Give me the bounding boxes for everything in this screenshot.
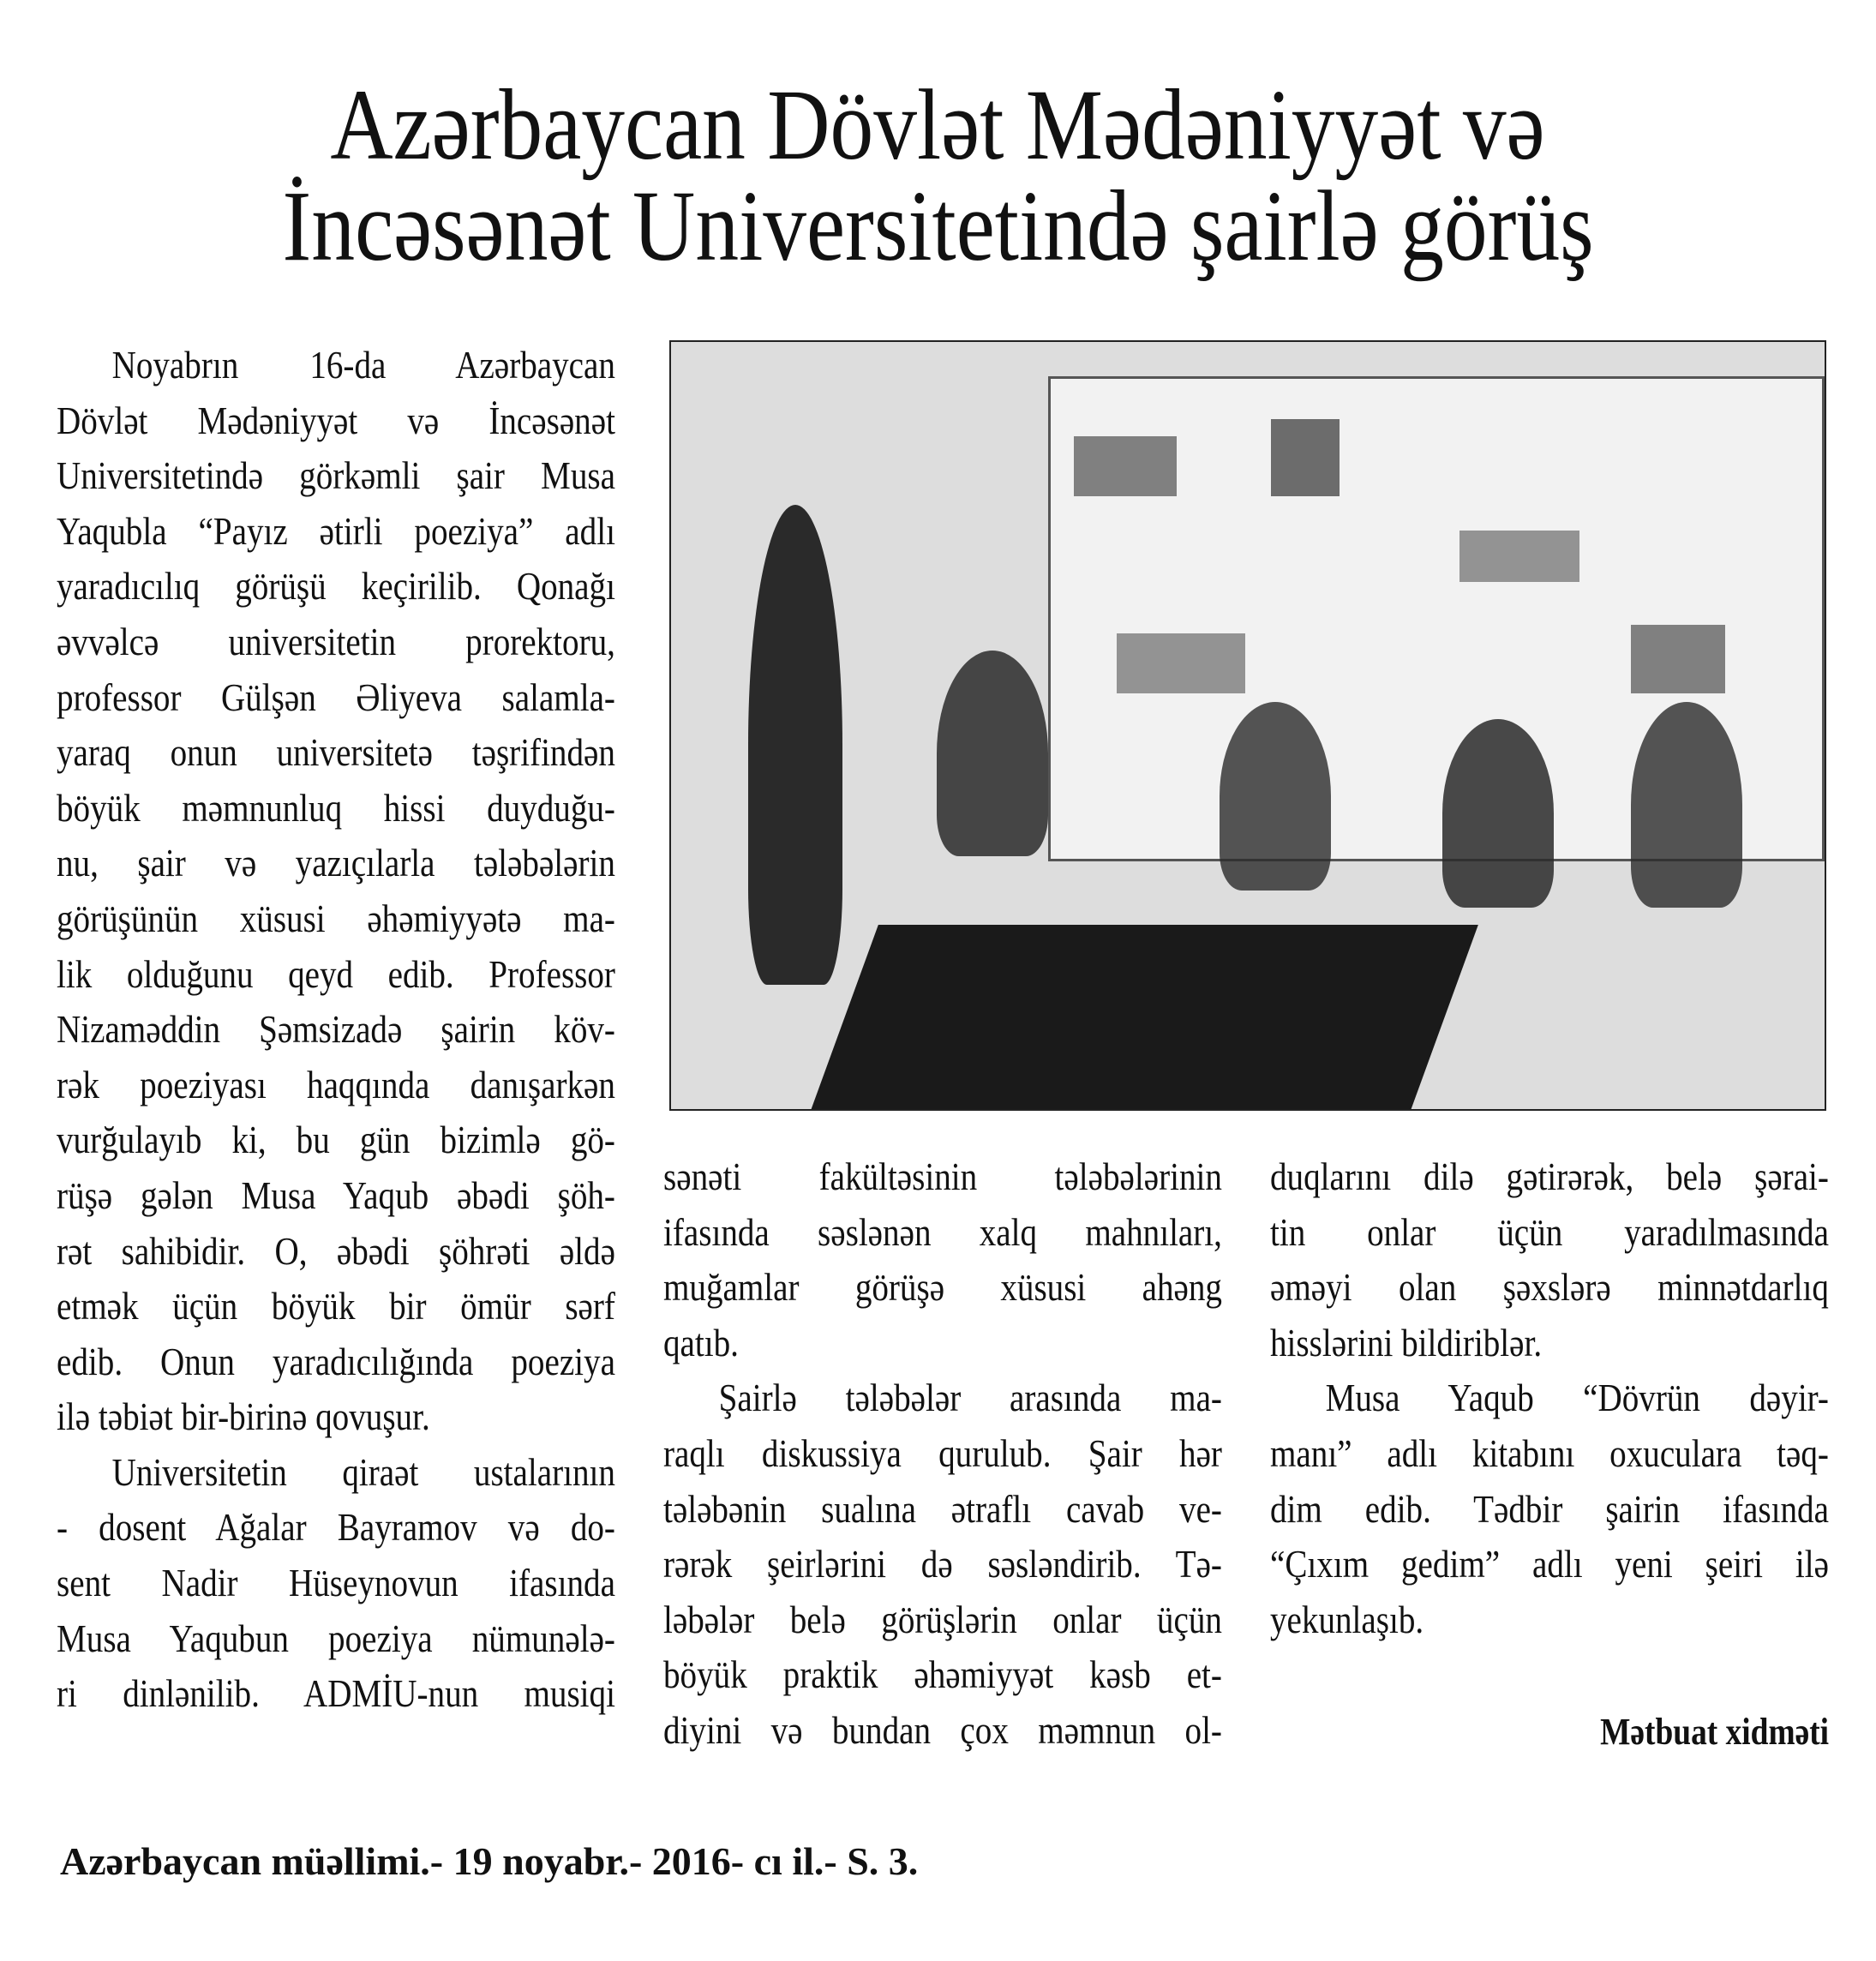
text-line: Yaqubla “Payız ətirli poeziya” adlı [57,508,615,553]
text-line: etmək üçün böyük bir ömür sərf [57,1284,615,1328]
text-line: edib. Onun yaradıcılığında poeziya [57,1339,615,1383]
text-line: yekunlaşıb. [1270,1597,1424,1641]
seated-person [1442,719,1554,908]
text-line: rək poeziyası haqqında danışarkən [57,1062,615,1106]
book [1459,531,1579,582]
text-line: əvvəlcə universitetin prorektoru, [57,619,615,663]
text-line: Musa Yaqubun poeziya nümunələ- [57,1616,615,1660]
headline-line-1: Azərbaycan Dövlət Mədəniyyət və [330,69,1546,181]
text-line: ri dinlənilib. ADMİU-nun musiqi [57,1671,615,1716]
text-line: qatıb. [663,1320,739,1364]
text-line: Universitetində görkəmli şair Musa [57,453,615,498]
text-line: yaradıcılıq görüşü keçirilib. Qonağı [57,564,615,609]
text-line: - dosent Ağalar Bayramov və do- [57,1505,615,1550]
text-line: raqlı diskussiya qurulub. Şair hər [663,1430,1222,1475]
text-line: hisslərini bildiriblər. [1270,1320,1543,1364]
standing-man [748,505,842,985]
text-line: böyük məmnunluq hissi duyduğu- [57,785,615,830]
article-column-1 [57,338,615,1722]
headline-line-2: İncəsənət Universitetində şairlə görüş [282,170,1594,282]
text-line: tələbənin sualına ətraflı cavab ve- [663,1486,1222,1531]
text-line: lik olduğunu qeyd edib. Professor [57,951,615,996]
article-column-2 [663,1149,1222,1759]
text-line: Noyabrın 16-da Azərbaycan [111,343,615,387]
article-column-3 [1270,1149,1829,1647]
text-line: sənəti fakültəsinin tələbələrinin [663,1154,1222,1198]
text-line: ləbələr belə görüşlərin onlar üçün [663,1597,1222,1641]
text-line: vurğulayıb ki, bu gün bizimlə gö- [57,1118,615,1162]
text-line: “Çıxım gedim” adlı yeni şeiri ilə [1270,1542,1829,1586]
text-line: Universitetin qiraət ustalarının [111,1449,615,1494]
text-line: tin onlar üçün yaradılmasında [1270,1209,1829,1254]
book [1271,419,1340,496]
text-line: ifasında səslənən xalq mahnıları, [663,1209,1222,1254]
seated-person [1631,702,1742,908]
book [1631,625,1725,693]
text-line: ilə təbiət bir-birinə qovuşur. [57,1394,430,1439]
text-line: manı” adlı kitabını oxuculara təq- [1270,1430,1829,1475]
book [1074,436,1177,496]
text-line: sent Nadir Hüseynovun ifasında [57,1561,615,1605]
text-line: görüşünün xüsusi əhəmiyyətə ma- [57,896,615,940]
text-line: böyük praktik əhəmiyyət kəsb et- [663,1652,1222,1697]
seated-person [937,651,1048,856]
seated-person [1220,702,1331,891]
text-line: Şairlə tələbələr arasında ma- [718,1376,1222,1420]
text-line: Nizaməddin Şəmsizadə şairin köv- [57,1007,615,1052]
text-line: rət sahibidir. O, əbədi şöhrəti əldə [57,1228,615,1273]
text-line: rüşə gələn Musa Yaqub əbədi şöh- [57,1172,615,1217]
book [1117,633,1245,693]
text-line: diyini və bundan çox məmnun ol- [663,1707,1222,1752]
text-line: rərək şeirlərini də səsləndirib. Tə- [663,1542,1222,1586]
conference-table [806,925,1478,1111]
text-line: əməyi olan şəxslərə minnətdarlıq [1270,1265,1829,1310]
meeting-photo [669,340,1826,1111]
text-line: duqlarını dilə gətirərək, belə şərai- [1270,1154,1829,1198]
text-line: muğamlar görüşə xüsusi ahəng [663,1265,1222,1310]
text-line: nu, şair və yazıçılarla tələbələrin [57,841,615,885]
article-signature: Mətbuat xidməti [1600,1711,1829,1753]
text-line: Dövlət Mədəniyyət və İncəsənət [57,398,615,442]
text-line: Musa Yaqub “Dövrün dəyir- [1325,1376,1829,1420]
source-citation: Azərbaycan müəllimi.- 19 noyabr.- 2016- cı il.- S. 3. [60,1839,919,1883]
text-line: yaraq onun universitetə təşrifindən [57,730,615,775]
text-line: dim edib. Tədbir şairin ifasında [1270,1486,1829,1531]
text-line: professor Gülşən Əliyeva salamla- [57,675,615,719]
